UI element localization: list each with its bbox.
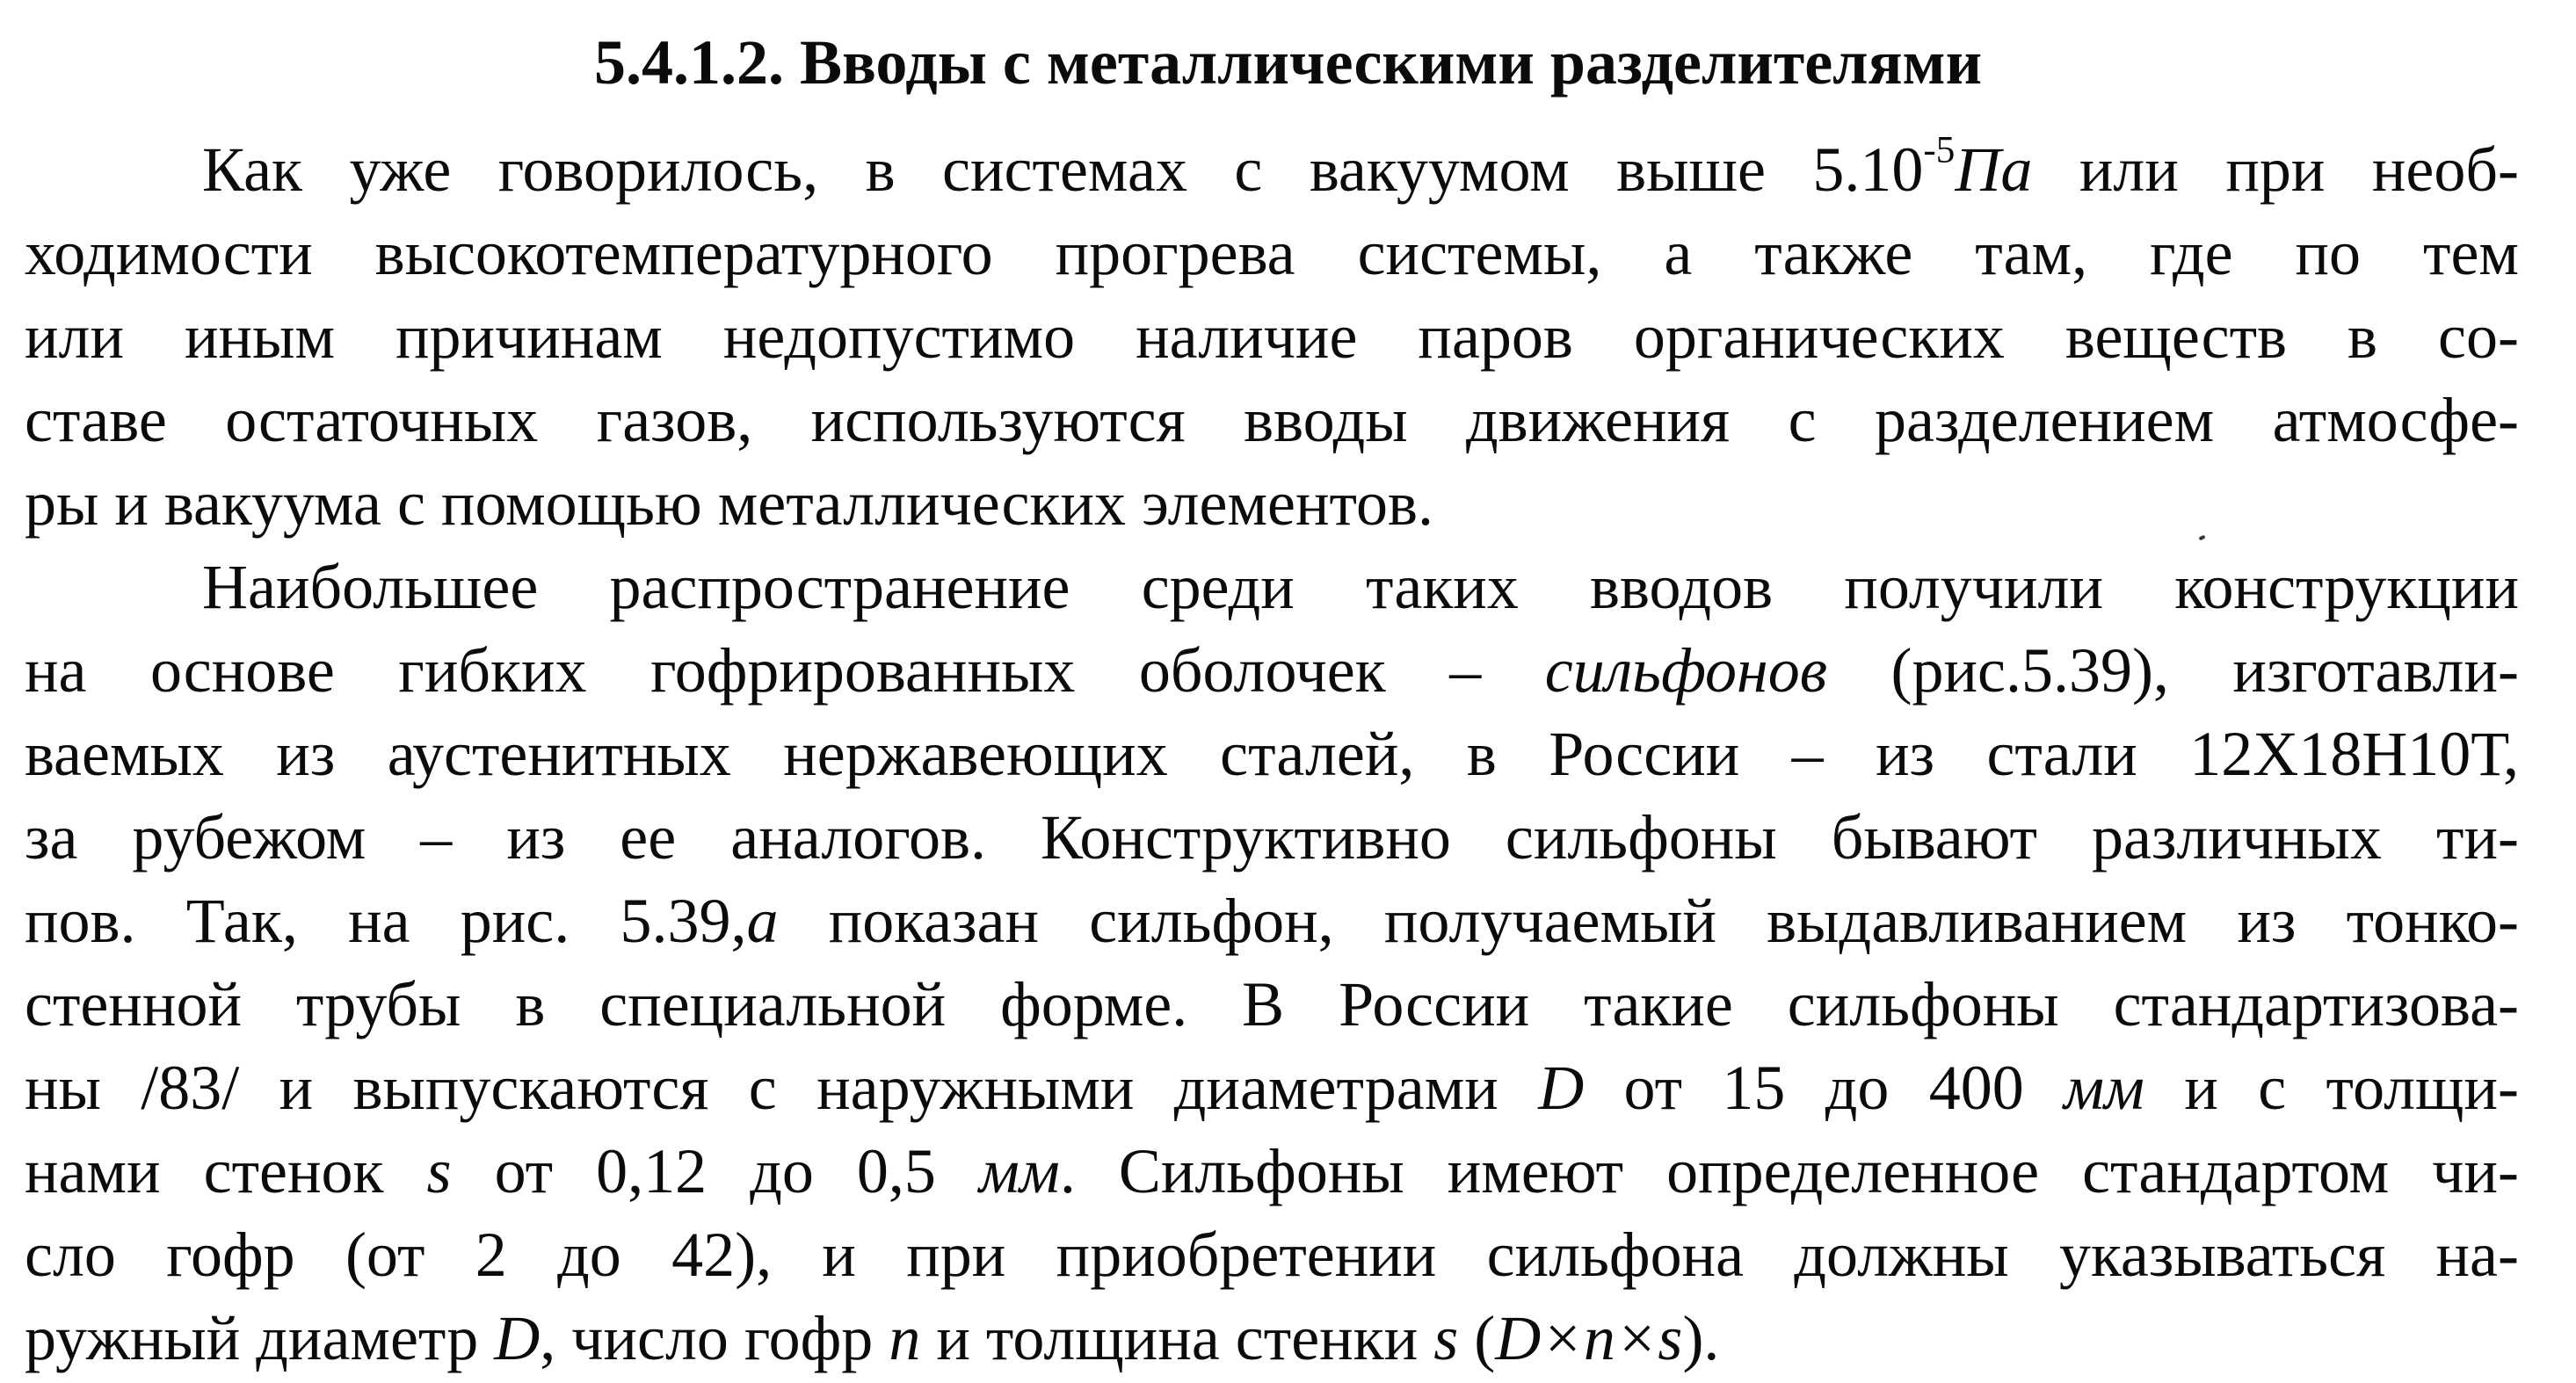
text-run: . Сильфоны имеют определенное стандартом чи- [1059, 1136, 2519, 1206]
symbol-n: n [889, 1303, 921, 1373]
figure-part-label: а [746, 886, 779, 956]
symbol-d: D [494, 1303, 541, 1373]
paragraph-2-line-9: сло гофр (от 2 до 42), и при приобретении сильфона должны указываться на- [25, 1220, 2519, 1290]
text-run: пов. Так, на рис. 5.39, [25, 886, 747, 956]
paragraph-2-line-3: ваемых из аустенитных нержавеющих сталей, в России – из стали 12Х18Н10Т, [25, 719, 2519, 789]
paragraph-2-line-8 [25, 1130, 2519, 1213]
text-run: нами стенок [25, 1136, 427, 1206]
text-run: (рис.5.39), изготавли- [1827, 635, 2519, 706]
text-run: ружный диаметр [25, 1303, 495, 1373]
text-run: показан сильфон, получаемый выдавливанием из тонко- [778, 886, 2519, 956]
symbol-s: s [1433, 1303, 1459, 1373]
term-silfonov: сильфонов [1544, 635, 1827, 706]
symbol-d: D [1538, 1053, 1585, 1123]
text-run: ). [1682, 1303, 1720, 1373]
unit-pa: Па [1955, 134, 2033, 205]
paragraph-1-line-2: ходимости высокотемпературного прогрева системы, а также там, где по тем [25, 218, 2519, 288]
paragraph-2-line-1: Наибольшее распространение среди таких вводов получили конструкции [202, 552, 2519, 622]
paragraph-2-line-4: за рубежом – из ее аналогов. Конструктивно сильфоны бывают различных ти- [25, 802, 2519, 873]
exponent: -5 [1923, 129, 1956, 171]
text-run: ны /83/ и выпускаются с наружными диаметрами [25, 1053, 1539, 1123]
text-run: от 15 до 400 [1584, 1053, 2064, 1123]
paragraph-1-line-5: ры и вакуума с помощью металлических элементов. [25, 468, 1434, 539]
paragraph-2-line-6: стенной трубы в специальной форме. В России такие сильфоны стандартизова- [25, 969, 2519, 1039]
text-run: или при необ- [2032, 134, 2519, 205]
text-run: Как уже говорилось, в системах с вакуумом выше 5.10 [202, 134, 1924, 205]
text-run: и с толщи- [2144, 1053, 2519, 1123]
text-run: и толщина стенки [920, 1303, 1434, 1373]
paragraph-2-line-10 [25, 1297, 2519, 1379]
unit-mm: мм [2064, 1053, 2145, 1123]
section-heading: 5.4.1.2. Вводы с металлическими разделителями [593, 27, 1983, 98]
symbol-s: s [426, 1136, 452, 1206]
paragraph-2-line-5 [25, 880, 2519, 962]
paragraph-1-line-1 [202, 128, 2519, 211]
text-run: от 0,12 до 0,5 [451, 1136, 979, 1206]
text-run: , число гофр [540, 1303, 889, 1373]
text-run: на основе гибких гофрированных оболочек – [25, 635, 1545, 706]
size-formula: D×n×s [1495, 1303, 1683, 1373]
paragraph-1-line-4: ставе остаточных газов, используются вводы движения с разделением атмосфе- [25, 385, 2519, 455]
text-run: ( [1458, 1303, 1496, 1373]
paragraph-1-line-3: или иным причинам недопустимо наличие паров органических веществ в со- [25, 301, 2519, 372]
unit-mm: мм [978, 1136, 1060, 1206]
paragraph-2-line-7 [25, 1046, 2519, 1129]
paragraph-2-line-2 [25, 629, 2519, 712]
